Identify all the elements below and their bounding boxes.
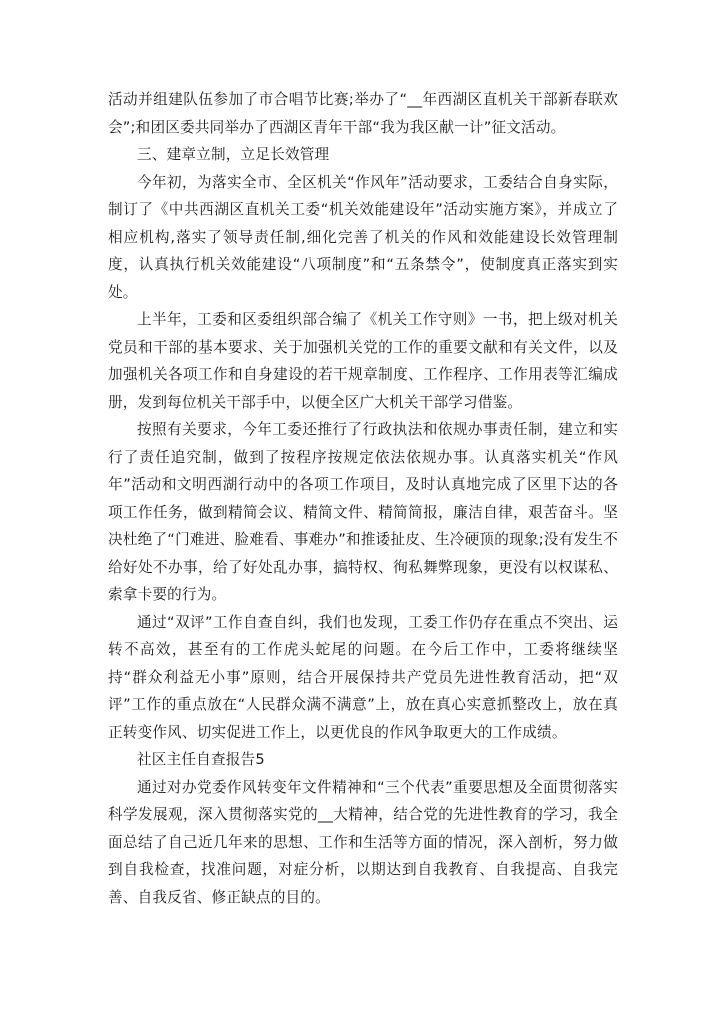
paragraph-6: 通过对办党委作风转变年文件精神和“三个代表”重要思想及全面贯彻落实科学发展观，深入贯彻落实党的__大精神，结合党的先进性教育的学习，我全面总结了自己近几年来的思想、工作和生活等方面的情况，深入剖析，努力做到自我检查，找准问题，对症分析，以期达到自我教育、自我提高、自我完善、自我反省、修正缺点的目的。 — [108, 778, 618, 906]
report-title: 社区主任自查报告5 — [137, 751, 265, 768]
paragraph-2: 今年初，为落实全市、全区机关“作风年”活动要求，工委结合自身实际，制订了《中共西湖区直机关工委“机关效能建设年”活动实施方案》，并成立了相应机构,落实了领导责任制,细化完善了机关的作风和效能建设长效管理制度，认真执行机关效能建设“八项制度”和“五条禁令”，使制度真正落实到实处。 — [108, 173, 618, 301]
paragraph-5: 通过“双评”工作自查自纠，我们也发现，工委工作仍存在重点不突出、运转不高效，甚至有的工作虎头蛇尾的问题。在今后工作中，工委将继续坚持“群众利益无小事”原则，结合开展保持共产党员先进性教育活动，把“双评”工作的重点放在“人民群众满不满意”上，放在真心实意抓整改上，放在真正转变作风、切实促进工作上，以更优良的作风争取更大的工作成绩。 — [108, 613, 618, 741]
document-page — [108, 86, 618, 911]
section-heading-3: 三、建章立制，立足长效管理 — [137, 146, 330, 163]
paragraph-1: 活动并组建队伍参加了市合唱节比赛;举办了“__年西湖区直机关干部新春联欢会”;和团区委共同举办了西湖区青年干部“我为我区献一计”征文活动。 — [108, 91, 618, 136]
paragraph-4: 按照有关要求，今年工委还推行了行政执法和依规办事责任制，建立和实行了责任追究制，做到了按程序按规定依法依规办事。认真落实机关“作风年”活动和文明西湖行动中的各项工作项目，及时认真地完成了区里下达的各项工作任务，做到精简会议、精简文件、精简简报，廉洁自律，艰苦奋斗。坚决杜绝了“门难进、脸难看、事难办”和推诿扯皮、生冷硬顶的现象;没有发生不给好处不办事，给了好处乱办事，搞特权、徇私舞弊现象，更没有以权谋私、索拿卡要的行为。 — [108, 421, 618, 603]
paragraph-3: 上半年，工委和区委组织部合编了《机关工作守则》一书，把上级对机关党员和干部的基本要求、关于加强机关党的工作的重要文献和有关文件，以及加强机关各项工作和自身建设的若干规章制度、工作程序、工作用表等汇编成册，发到每位机关干部手中，以便全区广大机关干部学习借鉴。 — [108, 311, 618, 411]
